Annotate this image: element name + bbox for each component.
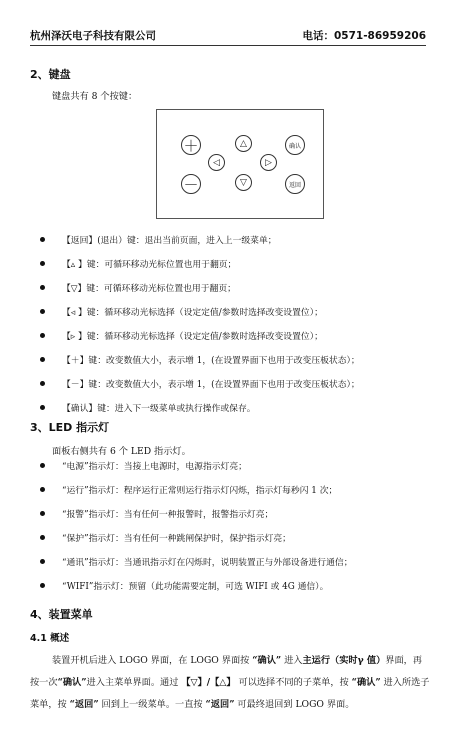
list-item: 【▽】键：可循环移动光标位置也用于翻页； xyxy=(62,284,236,294)
para-emphasis: “确认” xyxy=(57,677,87,688)
list-item: 【▵ 】键：可循环移动光标位置也用于翻页； xyxy=(62,260,237,270)
section-4-title: 4、装置菜单 xyxy=(30,608,93,621)
list-item: 【◃ 】键：循环移动光标选择（设定定值/参数时选择改变设置位）； xyxy=(62,308,323,318)
bullet xyxy=(40,535,45,540)
bullet xyxy=(40,285,45,290)
bullet xyxy=(40,463,45,468)
bullet xyxy=(40,487,45,492)
minus-key: － xyxy=(181,174,201,194)
bullet xyxy=(40,237,45,242)
list-item: “通讯”指示灯：当通讯指示灯在闪烁时，说明装置正与外部设备进行通信； xyxy=(62,558,353,568)
para-emphasis: “确认” xyxy=(351,677,381,688)
list-item: “WIFI”指示灯：预留（此功能需要定制，可选 WIFI 或 4G 通信）。 xyxy=(62,582,329,592)
list-item: “运行”指示灯：程序运行正常则运行指示灯闪烁，指示灯每秒闪 1 次； xyxy=(62,486,338,496)
para-text: 进入主菜单界面。通过 xyxy=(86,677,182,688)
bullet xyxy=(40,559,45,564)
left-key: ◁ xyxy=(208,154,225,171)
up-key: △ xyxy=(235,135,252,152)
company-name: 杭州泽沃电子科技有限公司 xyxy=(30,30,156,42)
para-text: 可最终退回到 LOGO 界面。 xyxy=(234,699,355,710)
para-text: 回到上一级菜单。一直按 xyxy=(98,699,206,710)
confirm-key: 确认 xyxy=(285,135,305,155)
para-text: 可以选择不同的子菜单，按 xyxy=(235,677,352,688)
list-item: 【－】键：改变数值大小，表示增 1，(在设置界面下也用于改变压板状态）； xyxy=(62,380,360,390)
bullet xyxy=(40,261,45,266)
list-item: “保护”指示灯：当有任何一种跳闸保护时，保护指示灯亮； xyxy=(62,534,291,544)
para-emphasis: 【▽】/【△】 xyxy=(181,677,236,688)
right-key: ▷ xyxy=(260,154,277,171)
overview-paragraph xyxy=(30,650,430,716)
bullet xyxy=(40,381,45,386)
bullet xyxy=(40,309,45,314)
section-4-1-title: 4.1 概述 xyxy=(30,633,70,644)
down-key: ▽ xyxy=(235,174,252,191)
section-2-title: 2、键盘 xyxy=(30,68,71,81)
list-item: 【＋】键：改变数值大小，表示增 1，(在设置界面下也用于改变压板状态）； xyxy=(62,356,360,366)
para-text: 进入所选子菜单，按 xyxy=(30,677,430,710)
section-3-title: 3、LED 指示灯 xyxy=(30,421,110,434)
list-item: 【返回】(退出）键：退出当前页面，进入上一级菜单； xyxy=(62,236,277,246)
list-item: 【确认】键：进入下一级菜单或执行操作或保存。 xyxy=(62,404,256,414)
keyboard-diagram xyxy=(156,109,324,219)
bullet xyxy=(40,511,45,516)
back-key: 返回 xyxy=(285,174,305,194)
led-intro: 面板右侧共有 6 个 LED 指示灯。 xyxy=(52,446,191,457)
page-header xyxy=(30,28,426,44)
para-emphasis: “返回” xyxy=(205,699,235,710)
plus-key: ＋ xyxy=(181,135,201,155)
list-item: 【▹ 】键：循环移动光标选择（设定定值/参数时选择改变设置位）； xyxy=(62,332,323,342)
para-text: 进入 xyxy=(281,655,303,666)
para-emphasis: 主运行（实时γ 值） xyxy=(302,655,386,666)
para-emphasis: “返回” xyxy=(69,699,99,710)
para-emphasis: “确认” xyxy=(252,655,282,666)
phone-number: 电话：0571-86959206 xyxy=(302,30,426,42)
header-rule xyxy=(30,45,426,46)
list-item: “电源”指示灯：当接上电源时，电源指示灯亮； xyxy=(62,462,247,472)
bullet xyxy=(40,583,45,588)
para-text: 装置开机后进入 LOGO 界面，在 LOGO 界面按 xyxy=(52,655,253,666)
para-text: 界面，再按一次 xyxy=(30,655,423,688)
bullet xyxy=(40,405,45,410)
bullet xyxy=(40,357,45,362)
list-item: “报警”指示灯：当有任何一种报警时，报警指示灯亮； xyxy=(62,510,274,520)
bullet xyxy=(40,333,45,338)
keyboard-intro: 键盘共有 8 个按键： xyxy=(52,91,138,102)
